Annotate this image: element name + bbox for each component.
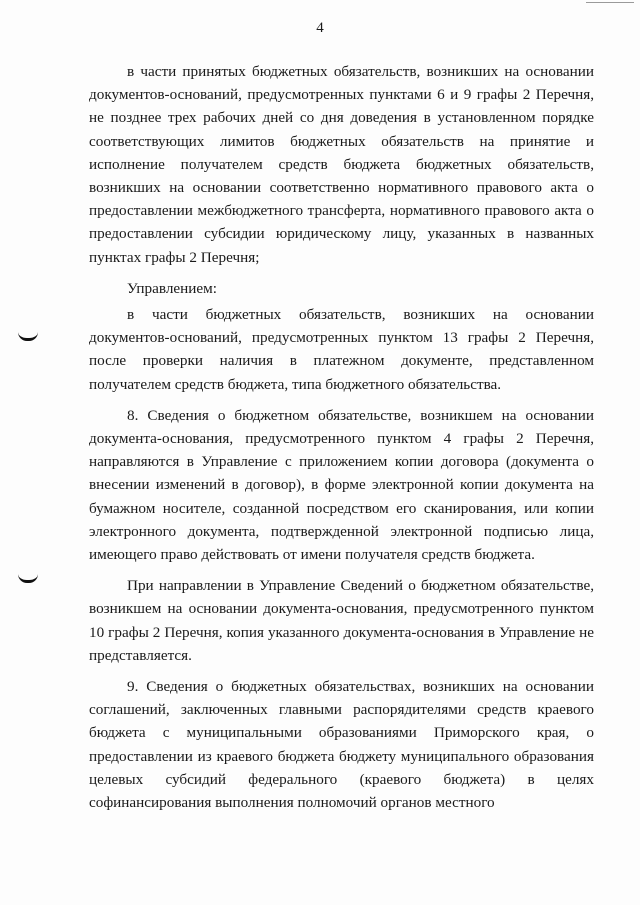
paragraph: Управлением: bbox=[127, 279, 217, 297]
punch-hole-mark bbox=[18, 574, 38, 583]
punch-hole-mark bbox=[18, 332, 38, 341]
document-body bbox=[89, 60, 594, 822]
scan-edge-mark bbox=[586, 2, 634, 5]
paragraph: в части бюджетных обязательств, возникших на основании документов-оснований, предусмотренных пунктом 13 графы 2 Перечня, после проверки наличия в платежном документе, представленном получателем средств бюджета, типа бюджетного обязательства. bbox=[89, 306, 594, 393]
paragraph: 9. Сведения о бюджетных обязательствах, возникших на основании соглашений, заключенных главными распорядителями средств краевого бюджета с муниципальными образованиями Приморского края, о предоставлении из краевого бюджета бюджету муниципального образования целевых субсидий федерального (краевого бюджета) в целях софинансирования выполнения полномочий органов местного bbox=[89, 678, 594, 812]
paragraph: в части принятых бюджетных обязательств, возникших на основании документов-оснований, предусмотренных пунктами 6 и 9 графы 2 Перечня, не позднее трех рабочих дней со дня доведения в установленном порядке соответствующих лимитов бюджетных обязательств на принятие и исполнение получателем средств бюджета бюджетных обязательств, возникших на основании соответственно нормативного правового акта о предоставлении межбюджетного трансферта, нормативного правового акта о предоставлении субсидии юридическому лицу, указанных в названных пунктах графы 2 Перечня; bbox=[89, 63, 594, 266]
paragraph: При направлении в Управление Сведений о бюджетном обязательстве, возникшем на основании документа-основания, предусмотренного пунктом 10 графы 2 Перечня, копия указанного документа-основания в Управление не представляется. bbox=[89, 577, 594, 664]
page-number: 4 bbox=[316, 20, 324, 36]
paragraph: 8. Сведения о бюджетном обязательстве, возникшем на основании документа-основания, предусмотренного пунктом 4 графы 2 Перечня, направляются в Управление с приложением копии договора (документа о внесении изменений в договор), в форме электронной копии документа на бумажном носителе, созданной посредством его сканирования, или копии электронного документа, подтвержденной электронной подписью лица, имеющего право действовать от имени получателя средств бюджета. bbox=[89, 406, 594, 564]
